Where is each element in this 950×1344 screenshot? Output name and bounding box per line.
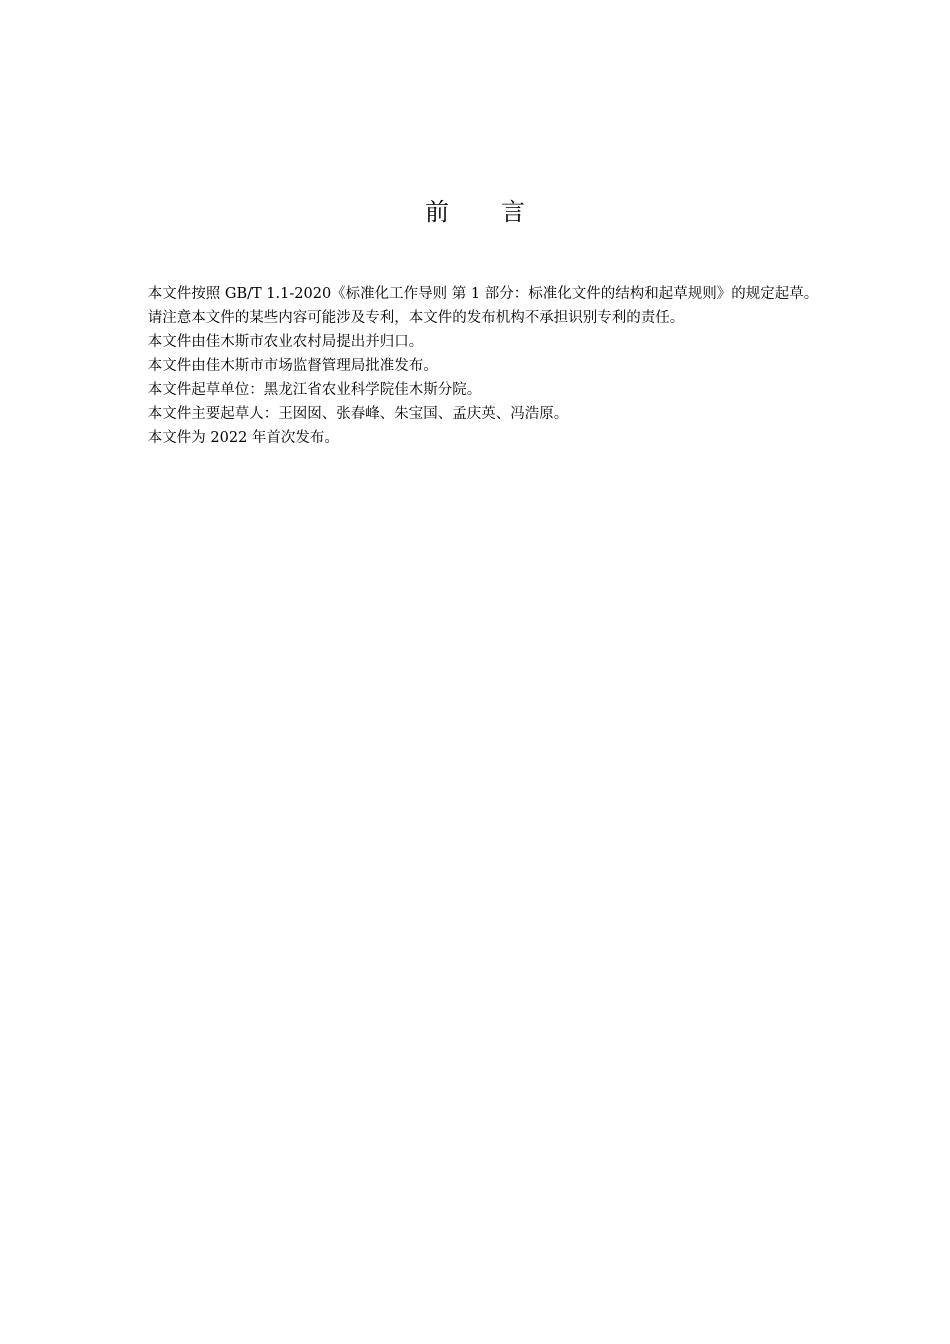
paragraph-first-release: 本文件为 2022 年首次发布。 xyxy=(147,430,339,446)
paragraph-drafting-unit: 本文件起草单位：黑龙江省农业科学院佳木斯分院。 xyxy=(147,382,482,398)
preface-body xyxy=(113,282,861,450)
page-title: 前言 xyxy=(425,198,577,226)
paragraph-patent-notice: 请注意本文件的某些内容可能涉及专利，本文件的发布机构不承担识别专利的责任。 xyxy=(147,310,685,326)
paragraph-drafters: 本文件主要起草人：王囡囡、张春峰、朱宝国、孟庆英、冯浩原。 xyxy=(147,406,569,422)
paragraph-proposer: 本文件由佳木斯市农业农村局提出并归口。 xyxy=(147,334,424,350)
paragraph-drafting-basis: 本文件按照 GB/T 1.1-2020《标准化工作导则 第 1 部分：标准化文件的结构和起草规则》的规定起草。 xyxy=(147,286,819,302)
paragraph-approver: 本文件由佳木斯市市场监督管理局批准发布。 xyxy=(147,358,438,374)
